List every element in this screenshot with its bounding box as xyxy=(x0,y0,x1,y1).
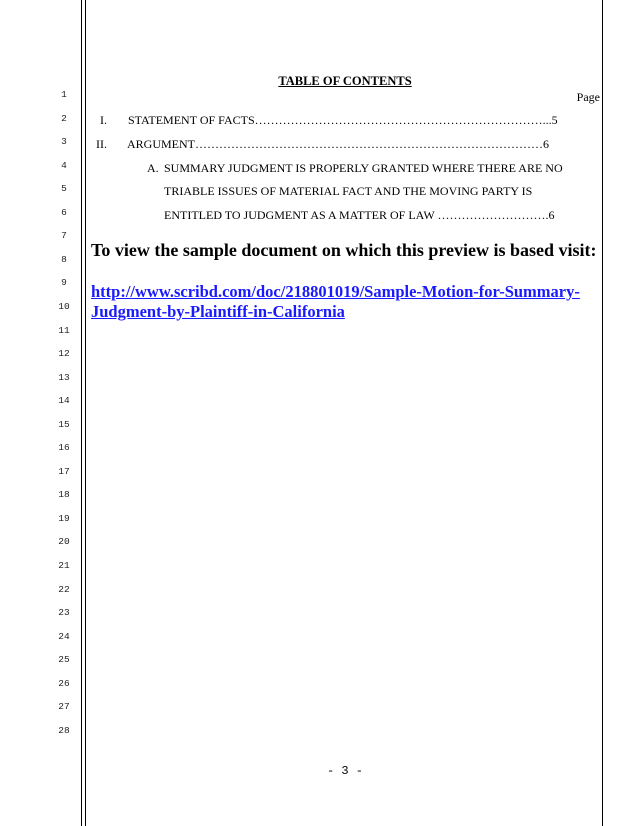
line-number: 7 xyxy=(61,230,67,242)
line-number: 16 xyxy=(58,442,70,454)
line-number: 8 xyxy=(61,253,67,265)
line-number: 26 xyxy=(58,677,70,689)
line-number: 24 xyxy=(58,630,70,642)
right-margin-rule xyxy=(602,0,603,826)
line-number: 10 xyxy=(58,300,70,312)
line-number: 19 xyxy=(58,512,70,524)
line-number: 6 xyxy=(61,206,67,218)
toc-entry-number: I. xyxy=(100,113,107,127)
toc-entry-number: A. xyxy=(147,161,159,175)
toc-entry-3-line-2: TRIABLE ISSUES OF MATERIAL FACT AND THE MOVING PARTY IS xyxy=(164,184,533,198)
line-number: 13 xyxy=(58,371,70,383)
line-number: 18 xyxy=(58,489,70,501)
line-number: 25 xyxy=(58,654,70,666)
toc-title: TABLE OF CONTENTS xyxy=(278,74,412,88)
line-number: 27 xyxy=(58,701,70,713)
left-margin-rule-inner xyxy=(85,0,86,826)
toc-entry-number: II. xyxy=(96,137,107,151)
left-margin-rule xyxy=(81,0,82,826)
scribd-link[interactable] xyxy=(91,282,591,322)
line-number: 12 xyxy=(58,348,70,360)
line-number: 1 xyxy=(61,89,67,100)
page-number-footer: - 3 - xyxy=(326,764,363,778)
line-number: 17 xyxy=(58,465,70,477)
toc-page-label: Page xyxy=(576,90,600,104)
scribd-link-line-2[interactable]: Judgment-by-Plaintiff-in-California xyxy=(91,302,345,321)
line-number: 2 xyxy=(61,112,67,124)
line-number: 28 xyxy=(58,724,70,736)
preview-notice: To view the sample document on which this preview is based visit: xyxy=(91,240,597,260)
line-number: 4 xyxy=(61,159,67,171)
line-number: 15 xyxy=(58,418,70,430)
scribd-link-line-1[interactable]: http://www.scribd.com/doc/218801019/Sample-Motion-for-Summary- xyxy=(91,282,580,301)
line-number: 22 xyxy=(58,583,70,595)
line-number: 21 xyxy=(58,560,70,571)
line-number: 9 xyxy=(61,277,67,289)
line-number: 11 xyxy=(58,324,70,336)
line-number: 5 xyxy=(61,183,67,195)
line-number: 20 xyxy=(58,536,70,548)
toc-entry-1 xyxy=(100,113,558,128)
toc-entry-text: ARGUMENT……………………………………………………………………………6 xyxy=(127,137,549,151)
toc-entry-2 xyxy=(96,137,549,152)
toc-entry-3 xyxy=(147,161,563,176)
line-number: 23 xyxy=(58,607,70,619)
toc-entry-text: SUMMARY JUDGMENT IS PROPERLY GRANTED WHERE THERE ARE NO xyxy=(164,161,563,175)
toc-entry-text: STATEMENT OF FACTS………………………………………………………………...5 xyxy=(128,113,558,127)
line-number: 14 xyxy=(58,395,70,407)
toc-entry-3-line-3: ENTITLED TO JUDGMENT AS A MATTER OF LAW ……………………….6 xyxy=(164,208,555,222)
line-number: 3 xyxy=(61,136,67,148)
